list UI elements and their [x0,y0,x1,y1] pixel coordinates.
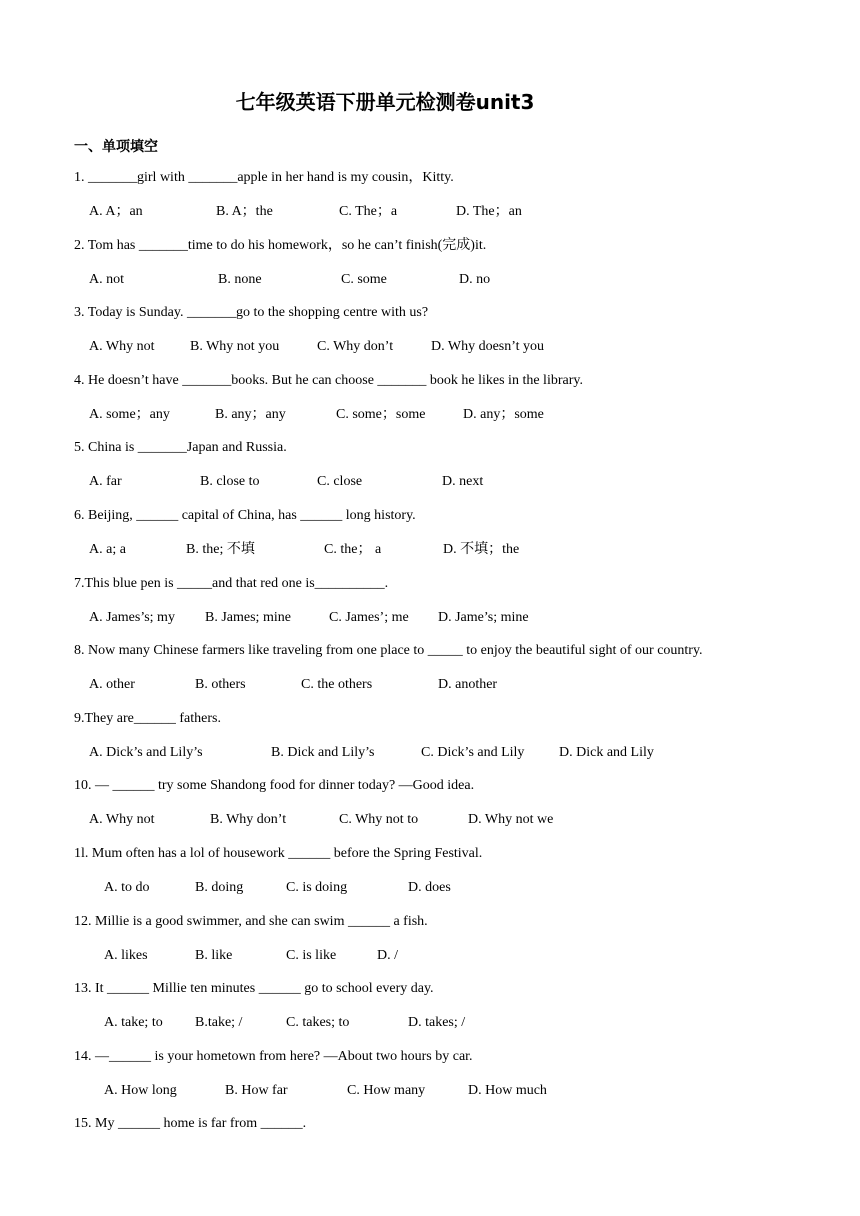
answer-option-a: A. James’s; my [89,610,175,625]
answer-option-b: B. Dick and Lily’s [271,745,375,760]
question-text: 9.They are______ fathers. [74,711,221,726]
question-text: 10. — ______ try some Shandong food for dinner today? —Good idea. [74,778,475,793]
answer-option-d: D. 不填；the [443,542,520,557]
answer-option-d: D. does [408,880,451,895]
answer-option-b: B. Why don’t [210,812,287,827]
answer-option-a: A. Why not [89,812,155,827]
answer-option-b: B. like [195,948,233,963]
answer-option-a: A. a; a [89,542,126,557]
answer-option-b: B. others [195,677,246,692]
answer-option-c: C. some [341,272,387,287]
answer-option-b: B. James; mine [205,610,291,625]
answer-option-c: C. James’; me [329,610,409,625]
answer-option-c: C. the； a [324,542,382,557]
answer-option-d: D. Dick and Lily [559,745,654,760]
question-text: 2. Tom has _______time to do his homework，so he can’t finish(完成)it. [74,238,487,253]
answer-option-c: C. the others [301,677,373,692]
answer-option-d: D. no [459,272,491,287]
answer-option-a: A. far [89,474,122,489]
answer-option-c: C. Why don’t [317,339,394,354]
answer-option-c: C. How many [347,1083,426,1098]
answer-option-b: B. doing [195,880,244,895]
question-text: 1l. Mum often has a lol of housework ______ before the Spring Festival. [74,846,483,861]
answer-option-b: B. A；the [216,204,273,219]
answer-option-d: D. / [377,948,398,963]
question-text: 14. —______ is your hometown from here? —About two hours by car. [74,1049,473,1064]
answer-option-b: B. the; 不填 [186,542,255,557]
answer-option-c: C. takes; to [286,1015,350,1030]
answer-option-d: D. another [438,677,498,692]
answer-option-b: B. Why not you [190,339,280,354]
answer-option-d: D. Why doesn’t you [431,339,545,354]
question-text: 1. _______girl with _______apple in her hand is my cousin，Kitty. [74,170,454,185]
question-text: 8. Now many Chinese farmers like traveling from one place to _____ to enjoy the beautiful sight of our country. [74,643,703,658]
question-text: 13. It ______ Millie ten minutes ______ go to school every day. [74,981,434,996]
answer-option-c: C. is like [286,948,337,963]
question-text: 15. My ______ home is far from ______. [74,1116,307,1131]
question-text: 6. Beijing, ______ capital of China, has ______ long history. [74,508,416,523]
question-text: 3. Today is Sunday. _______go to the shopping centre with us? [74,305,429,320]
document-title: 七年级英语下册单元检测卷unit3 [235,90,535,114]
answer-option-d: D. takes; / [408,1015,466,1030]
answer-option-a: A. Dick’s and Lily’s [89,745,203,760]
answer-option-d: D. next [442,474,484,489]
answer-option-a: A. How long [104,1083,177,1098]
answer-option-b: B. How far [225,1083,288,1098]
answer-option-b: B. none [218,272,262,287]
answer-option-d: D. Jame’s; mine [438,610,529,625]
answer-option-c: C. Why not to [339,812,419,827]
answer-option-c: C. close [317,474,363,489]
answer-option-d: D. Why not we [468,812,554,827]
answer-option-a: A. Why not [89,339,155,354]
answer-option-c: C. is doing [286,880,348,895]
question-text: 12. Millie is a good swimmer, and she can swim ______ a fish. [74,914,428,929]
answer-option-a: A. likes [104,948,148,963]
answer-option-c: C. The；a [339,204,398,219]
answer-option-a: A. to do [104,880,150,895]
answer-option-b: B. close to [200,474,260,489]
answer-option-b: B. any；any [215,407,286,422]
answer-option-c: C. Dick’s and Lily [421,745,525,760]
answer-option-c: C. some；some [336,407,426,422]
answer-option-a: A. not [89,272,124,287]
answer-option-d: D. The；an [456,204,522,219]
answer-option-a: A. A；an [89,204,143,219]
answer-option-d: D. any；some [463,407,544,422]
answer-option-a: A. other [89,677,135,692]
answer-option-d: D. How much [468,1083,547,1098]
answer-option-a: A. some；any [89,407,170,422]
question-text: 5. China is _______Japan and Russia. [74,440,287,455]
answer-option-b: B.take; / [195,1015,243,1030]
answer-option-a: A. take; to [104,1015,163,1030]
section-heading: 一、单项填空 [74,139,158,155]
question-text: 7.This blue pen is _____and that red one is__________. [74,576,389,591]
question-text: 4. He doesn’t have _______books. But he can choose _______ book he likes in the library. [74,373,583,388]
